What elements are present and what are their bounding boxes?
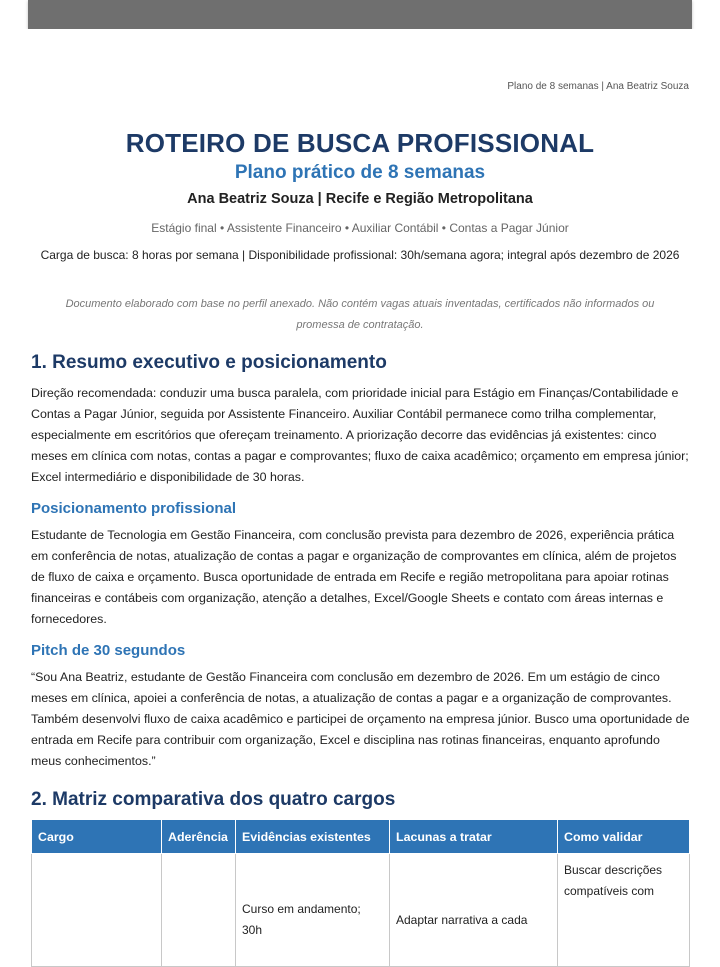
positioning-text: Estudante de Tecnologia em Gestão Financeira, com conclusão prevista para dezembro de 2026, experiência prática em conferência de notas, atualização de contas a pagar e organização de comprovantes em clínica, além de projetos de fluxo de caixa e orçamento. Busca oportunidade de entrada em Recife e região metropolitana para apoiar rotinas financeiras e contábeis com organização, atenção a detalhes, Excel/Google Sheets e contato com áreas internas e fornecedores. bbox=[31, 528, 677, 626]
executive-summary: Direção recomendada: conduzir uma busca paralela, com prioridade inicial para Estágio em Finanças/Contabilidade e Contas a Pagar Júnior, seguida por Assistente Financeiro. Auxiliar Contábil permanece como trilha complementar, especialmente em escritórios que ofereçam treinamento. A priorização decorre das evidências já existentes: cinco meses em clínica com notas, contas a pagar e comprovantes; fluxo de caixa acadêmico; orçamento em empresa júnior; Excel intermediário e disponibilidade de 30 horas. bbox=[31, 386, 689, 484]
section-2-heading: 2. Matriz comparativa dos quatro cargos bbox=[31, 789, 396, 810]
running-header: Plano de 8 semanas | Ana Beatriz Souza bbox=[507, 81, 689, 92]
cell-cargo bbox=[32, 854, 162, 967]
comparison-table-wrapper bbox=[31, 819, 689, 967]
cell-validar: Buscar descrições compatíveis com bbox=[558, 854, 690, 967]
column-header-aderencia: Aderência bbox=[162, 820, 236, 854]
section-1-heading: 1. Resumo executivo e posicionamento bbox=[31, 352, 387, 373]
author-line: Ana Beatriz Souza | Recife e Região Metropolitana bbox=[187, 191, 533, 207]
cell-lacunas: Adaptar narrativa a cada bbox=[390, 854, 558, 967]
table-header-row bbox=[32, 820, 690, 854]
document-subtitle: Plano prático de 8 semanas bbox=[234, 162, 486, 183]
column-header-evidencias: Evidências existentes bbox=[236, 820, 390, 854]
pitch-heading: Pitch de 30 segundos bbox=[31, 642, 186, 659]
document-page bbox=[0, 29, 720, 937]
disclaimer-note: Documento elaborado com base no perfil anexado. Não contém vagas atuais inventadas, certificados não informados ou promessa de contratação. bbox=[65, 298, 655, 331]
positioning-heading: Posicionamento profissional bbox=[31, 500, 237, 517]
document-title: ROTEIRO DE BUSCA PROFISSIONAL bbox=[125, 128, 595, 158]
column-header-lacunas: Lacunas a tratar bbox=[390, 820, 558, 854]
pitch-text: “Sou Ana Beatriz, estudante de Gestão Financeira com conclusão em dezembro de 2026. Em um estágio de cinco meses em clínica, apoiei a conferência de notas, a atualização de contas a pagar e a organização de comprovantes. Também desenvolvi fluxo de caixa acadêmico e participei de orçamento na empresa júnior. Busco uma oportunidade de entrada em Recife para contribuir com organização, Excel e disciplina nas rotinas financeiras, enquanto aprofundo meus conhecimentos.” bbox=[31, 670, 690, 768]
column-header-cargo: Cargo bbox=[32, 820, 162, 854]
table-row bbox=[32, 854, 690, 967]
viewer-toolbar bbox=[28, 0, 692, 29]
comparison-table bbox=[31, 819, 690, 967]
cell-evidencias: Curso em andamento; 30h bbox=[236, 854, 390, 967]
workload-note: Carga de busca: 8 horas por semana | Disponibilidade profissional: 30h/semana agora; integral após dezembro de 2026 bbox=[40, 248, 680, 262]
target-roles: Estágio final • Assistente Financeiro • Auxiliar Contábil • Contas a Pagar Júnior bbox=[151, 221, 569, 235]
column-header-validar: Como validar bbox=[558, 820, 690, 854]
cell-aderencia bbox=[162, 854, 236, 967]
